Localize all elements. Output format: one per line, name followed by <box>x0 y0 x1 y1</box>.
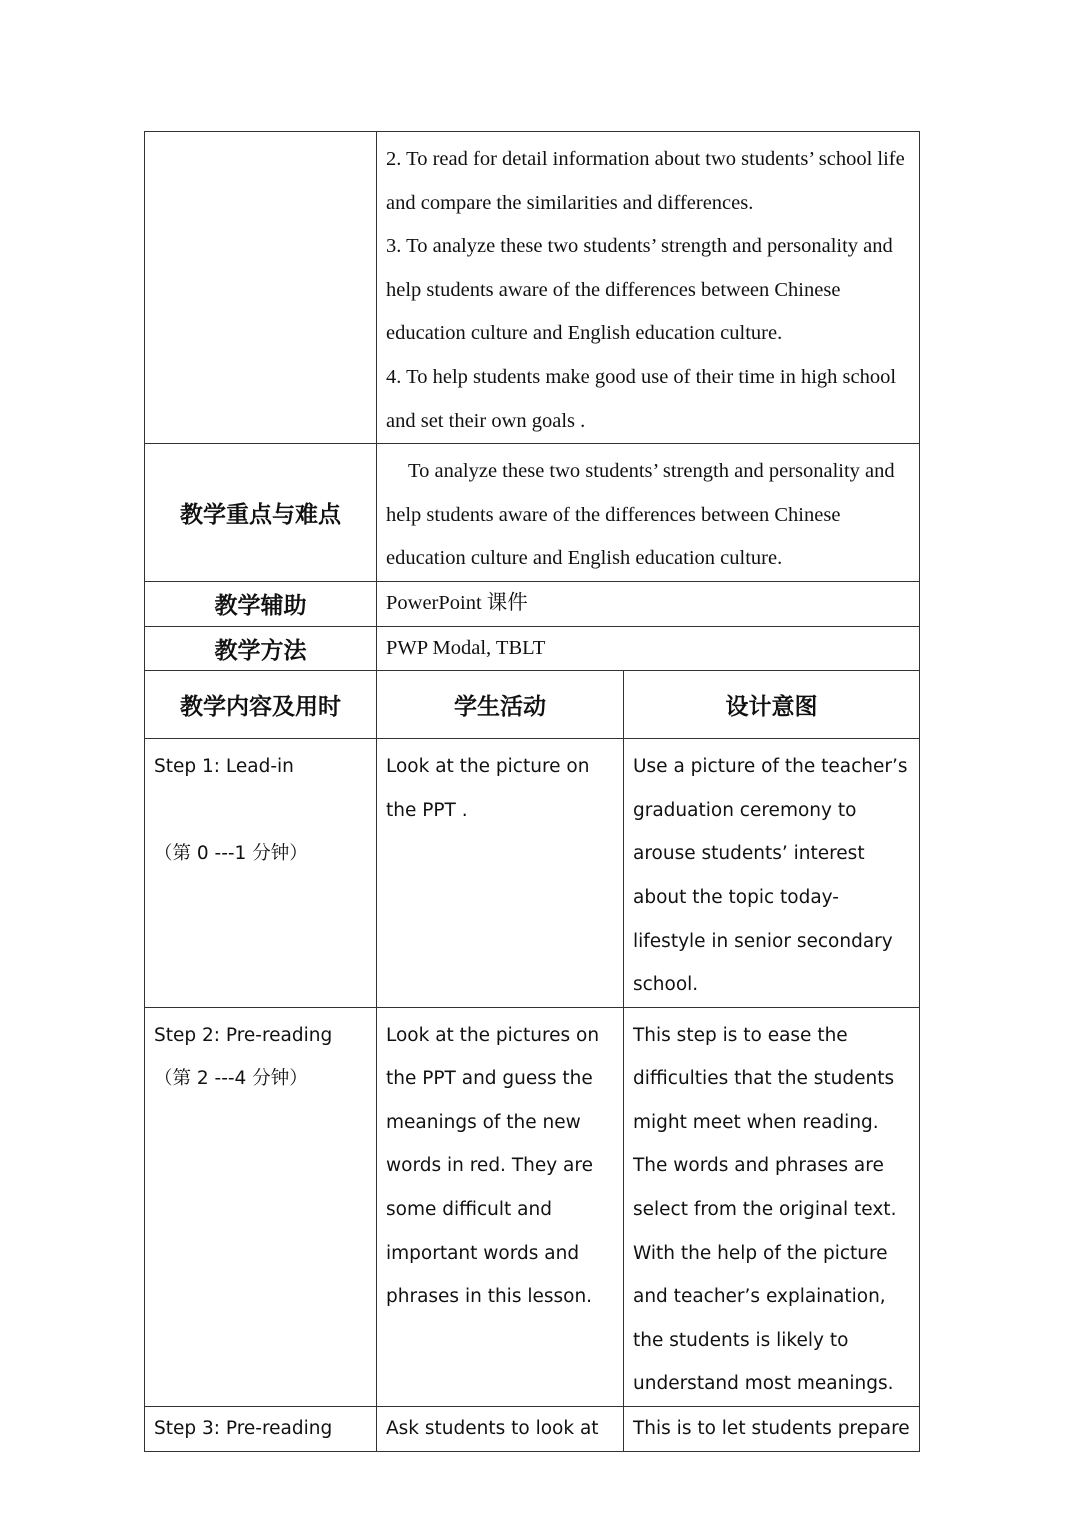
objective-item: 4. To help students make good use of their time in high school and set their own goals . <box>386 365 897 432</box>
teaching-aids-value: PowerPoint 课件 <box>377 581 920 626</box>
step-row <box>145 1407 920 1452</box>
key-points-cell <box>377 444 920 582</box>
intent-cell: This is to let students prepare <box>624 1407 920 1452</box>
teaching-methods-label: 教学方法 <box>145 626 377 671</box>
intent-cell: Use a picture of the teacher’s graduation ceremony to arouse students’ interest about the topic today-lifestyle in senior secondary school. <box>624 739 920 1008</box>
column-header-design-intent: 设计意图 <box>624 671 920 739</box>
lesson-plan-table <box>144 131 920 1452</box>
key-points-label: 教学重点与难点 <box>145 444 377 582</box>
objective-item: 2. To read for detail information about two students’ school life and compare the similarities and differences. <box>386 148 905 214</box>
step-title: Step 3: Pre-reading <box>154 1418 333 1440</box>
column-header-student-activity: 学生活动 <box>377 671 624 739</box>
step-title: Step 1: Lead-in <box>154 756 294 778</box>
objectives-row <box>145 132 920 444</box>
teaching-aids-row <box>145 581 920 626</box>
objectives-cell <box>377 132 920 444</box>
teaching-methods-row <box>145 626 920 671</box>
column-header-row <box>145 671 920 739</box>
column-header-content-time: 教学内容及用时 <box>145 671 377 739</box>
teaching-methods-value: PWP Modal, TBLT <box>377 626 920 671</box>
key-points-row <box>145 444 920 582</box>
step-row <box>145 1007 920 1406</box>
step-cell <box>145 1007 377 1406</box>
objective-item: 3. To analyze these two students’ strength and personality and help students aware of the differences between Chinese education culture and English education culture. <box>386 235 893 345</box>
teaching-aids-label: 教学辅助 <box>145 581 377 626</box>
step-cell <box>145 739 377 1008</box>
step-title: Step 2: Pre-reading <box>154 1024 333 1046</box>
step-row <box>145 739 920 1008</box>
activity-cell: Look at the pictures on the PPT and guess the meanings of the new words in red. They are some difficult and important words and phrases in this lesson. <box>377 1007 624 1406</box>
step-time: （第 2 ---4 分钟） <box>154 1068 308 1090</box>
step-cell <box>145 1407 377 1452</box>
intent-cell: This step is to ease the difficulties that the students might meet when reading. The words and phrases are select from the original text. With the help of the picture and teacher’s explaination, the students is likely to understand most meanings. <box>624 1007 920 1406</box>
objectives-label-cell <box>145 132 377 444</box>
step-time: （第 0 ---1 分钟） <box>154 843 308 865</box>
activity-cell: Ask students to look at <box>377 1407 624 1452</box>
key-points-text: To analyze these two students’ strength and personality and help students aware of the differences between Chinese education culture and English education culture. <box>386 460 895 570</box>
activity-cell: Look at the picture on the PPT . <box>377 739 624 1008</box>
